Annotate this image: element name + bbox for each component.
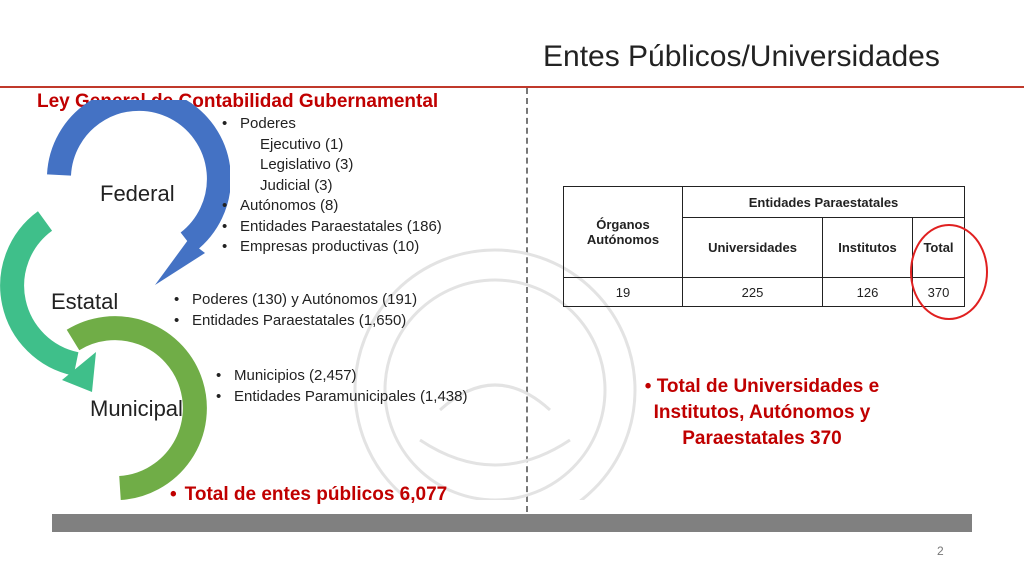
total-entes (170, 484, 447, 506)
table-row (564, 278, 965, 307)
entidades-table (563, 186, 965, 307)
bullet: • (170, 484, 177, 505)
level-label-municipal: Municipal (90, 396, 183, 421)
title-rule (0, 86, 1024, 88)
list-item: • Empresas productivas (10) (218, 237, 442, 258)
header-institutos: Institutos (823, 218, 913, 278)
total-note-text: Total de Universidades e Institutos, Autónomos y Paraestatales 370 (653, 376, 880, 449)
header-total: Total (913, 218, 965, 278)
list-item: • Entidades Paramunicipales (1,438) (212, 387, 467, 408)
total-note (612, 374, 912, 452)
list-item: • Poderes (130) y Autónomos (191) (170, 290, 417, 311)
header-organos: Órganos Autónomos (564, 187, 683, 278)
highlight-circle (910, 224, 988, 320)
slide-title: Entes Públicos/Universidades (543, 40, 940, 73)
cell-organos: 19 (564, 278, 683, 307)
list-item: • Autónomos (8) (218, 196, 442, 217)
footer-bar (52, 514, 972, 532)
level-label-estatal: Estatal (51, 289, 119, 314)
header-universidades: Universidades (683, 218, 823, 278)
cell-universidades: 225 (683, 278, 823, 307)
level-label-federal: Federal (100, 181, 175, 206)
bullet: • (644, 376, 657, 397)
federal-arc (59, 100, 219, 242)
list-item: • Entidades Paraestatales (1,650) (170, 311, 417, 332)
list-item: • Entidades Paraestatales (186) (218, 217, 442, 238)
list-item: Legislativo (3) (260, 156, 354, 173)
cell-institutos: 126 (823, 278, 913, 307)
estatal-list (170, 290, 417, 331)
header-entidades: Entidades Paraestatales (683, 187, 965, 218)
subtitle: Ley General de Contabilidad Gubernamental (37, 91, 439, 112)
total-entes-text: Total de entes públicos 6,077 (184, 484, 448, 505)
municipal-list (212, 366, 467, 407)
list-item: Ejecutivo (1) (260, 135, 344, 153)
cell-total: 370 (913, 278, 965, 307)
federal-list (218, 114, 442, 258)
list-item: Judicial (3) (260, 176, 333, 194)
list-item: • Poderes (218, 114, 442, 135)
list-item: • Municipios (2,457) (212, 366, 467, 387)
page-number: 2 (937, 544, 944, 558)
